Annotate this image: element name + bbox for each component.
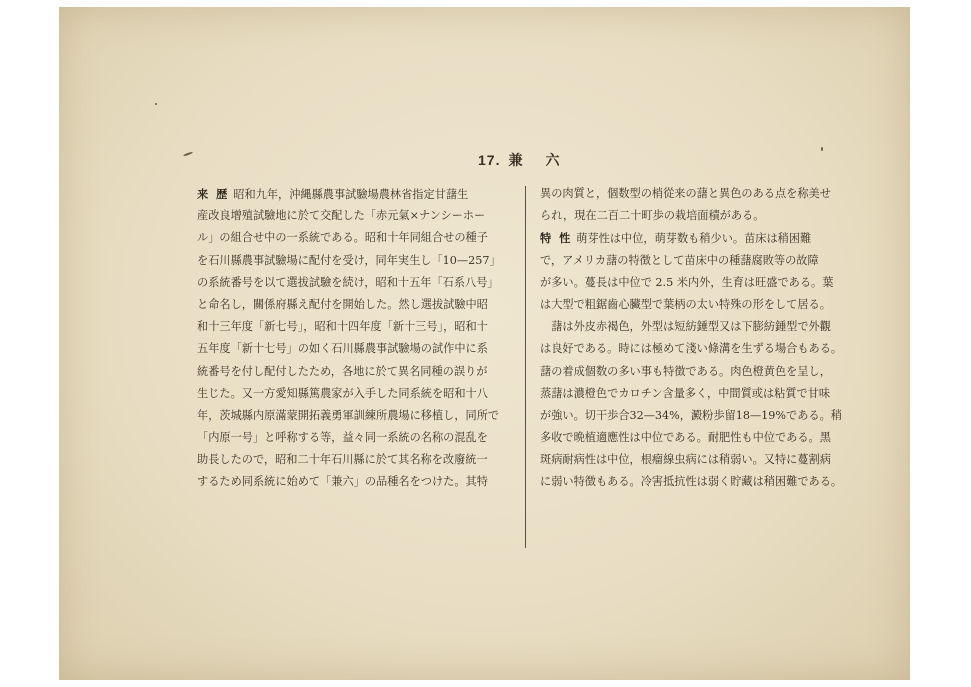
text-line: するため同系統に始めて「兼六」の品種名をつけた。其特 bbox=[197, 475, 488, 489]
text-line: 藷の着成個数の多い事も特徴である。肉色橙黄色を呈し， bbox=[540, 364, 831, 378]
text-line: は大型で粗鋸齒心臟型で葉柄の太い特殊の形をして居る。 bbox=[540, 297, 831, 311]
paper-speck bbox=[155, 103, 157, 105]
text-line: と命名し，關係府縣え配付を開始した。然し選拔試驗中昭 bbox=[197, 297, 488, 311]
text-line: 和十三年度「新七号」，昭和十四年度「新十三号」，昭和十 bbox=[197, 320, 488, 334]
text-line: が強い。切干歩合32—34%，澱粉歩留18—19%である。稍 bbox=[540, 408, 842, 422]
text-line: 斑病耐病性は中位，根瘤線虫病には稍弱い。又特に蔓割病 bbox=[540, 453, 831, 467]
text-line: の系統番号を以て選拔試驗を続け，昭和十五年「石系八号」 bbox=[197, 275, 499, 289]
text-line: 異の肉質と，個数型の梢從来の藷と異色のある点を称美せ bbox=[540, 187, 831, 200]
text-line: 産改良增殖試驗地に於て交配した「赤元氣×ナンシーホー bbox=[197, 209, 486, 223]
title-name-2: 六 bbox=[545, 153, 561, 169]
text-line: で，アメリカ藷の特徴として苗床中の種藷腐敗等の故障 bbox=[540, 253, 819, 267]
text-line: 藷は外皮赤褐色，外型は短紡錘型又は下膨紡錘型で外觀 bbox=[540, 320, 831, 334]
title-name-1: 兼 bbox=[508, 153, 524, 169]
text-line: は良好である。時には極めて淺い條溝を生ずる場合もある。 bbox=[540, 342, 843, 356]
text-line: 年，茨城縣内原滿蒙開拓義勇軍訓練所農場に移植し，同所で bbox=[197, 408, 500, 422]
text-line: 生じた。又一方愛知縣篤農家が入手した同系統を昭和十八 bbox=[197, 386, 488, 400]
title-number: 17. bbox=[478, 152, 501, 168]
text-line: 蒸藷は濃橙色でカロチン含量多く，中間質或は粘質で甘味 bbox=[540, 386, 831, 400]
text-line: 統番号を付し配付したため，各地に於て異名同種の誤りが bbox=[197, 364, 488, 378]
section-heading-history: 来 歴 bbox=[197, 187, 230, 201]
text-line: られ，現在二百二十町歩の栽培面積がある。 bbox=[540, 209, 765, 223]
text-line: 「内原一号」と呼称する等，益々同一系統の名称の混乱を bbox=[197, 431, 488, 445]
text-line: が多い。蔓長は中位で 2.5 米内外，生育は旺盛である。葉 bbox=[540, 275, 834, 289]
text-line: 五年度「新十七号」の如く石川縣農事試驗場の試作中に系 bbox=[197, 342, 488, 356]
section-heading-characteristics: 特 性 bbox=[540, 231, 573, 246]
page-title bbox=[478, 150, 560, 170]
paper-speck bbox=[183, 151, 193, 156]
paper-speck bbox=[821, 147, 823, 151]
text-line: に弱い特徴もある。冷害抵抗性は弱く貯藏は稍困難である。 bbox=[540, 475, 843, 489]
text-line: 多收で晩植適應性は中位である。耐肥性も中位である。黑 bbox=[540, 431, 831, 445]
text-line: 特 性 萌芽性は中位，萌芽数も稍少い。苗床は稍困難 bbox=[540, 231, 812, 246]
text-line: 来 歴 昭和九年，沖縄縣農事試驗場農林省指定甘藷生 bbox=[197, 187, 469, 201]
text-line: 助長したので，昭和二十年石川縣に於て其名称を改廢統一 bbox=[197, 453, 488, 467]
right-column bbox=[540, 183, 862, 494]
column-divider bbox=[525, 186, 526, 548]
text-line: を石川縣農事試驗場に配付を受け，同年実生し「10—257」 bbox=[197, 253, 501, 267]
left-column bbox=[197, 183, 515, 494]
text-line: ル」の組合せ中の一系統である。昭和十年同組合せの種子 bbox=[197, 231, 488, 245]
